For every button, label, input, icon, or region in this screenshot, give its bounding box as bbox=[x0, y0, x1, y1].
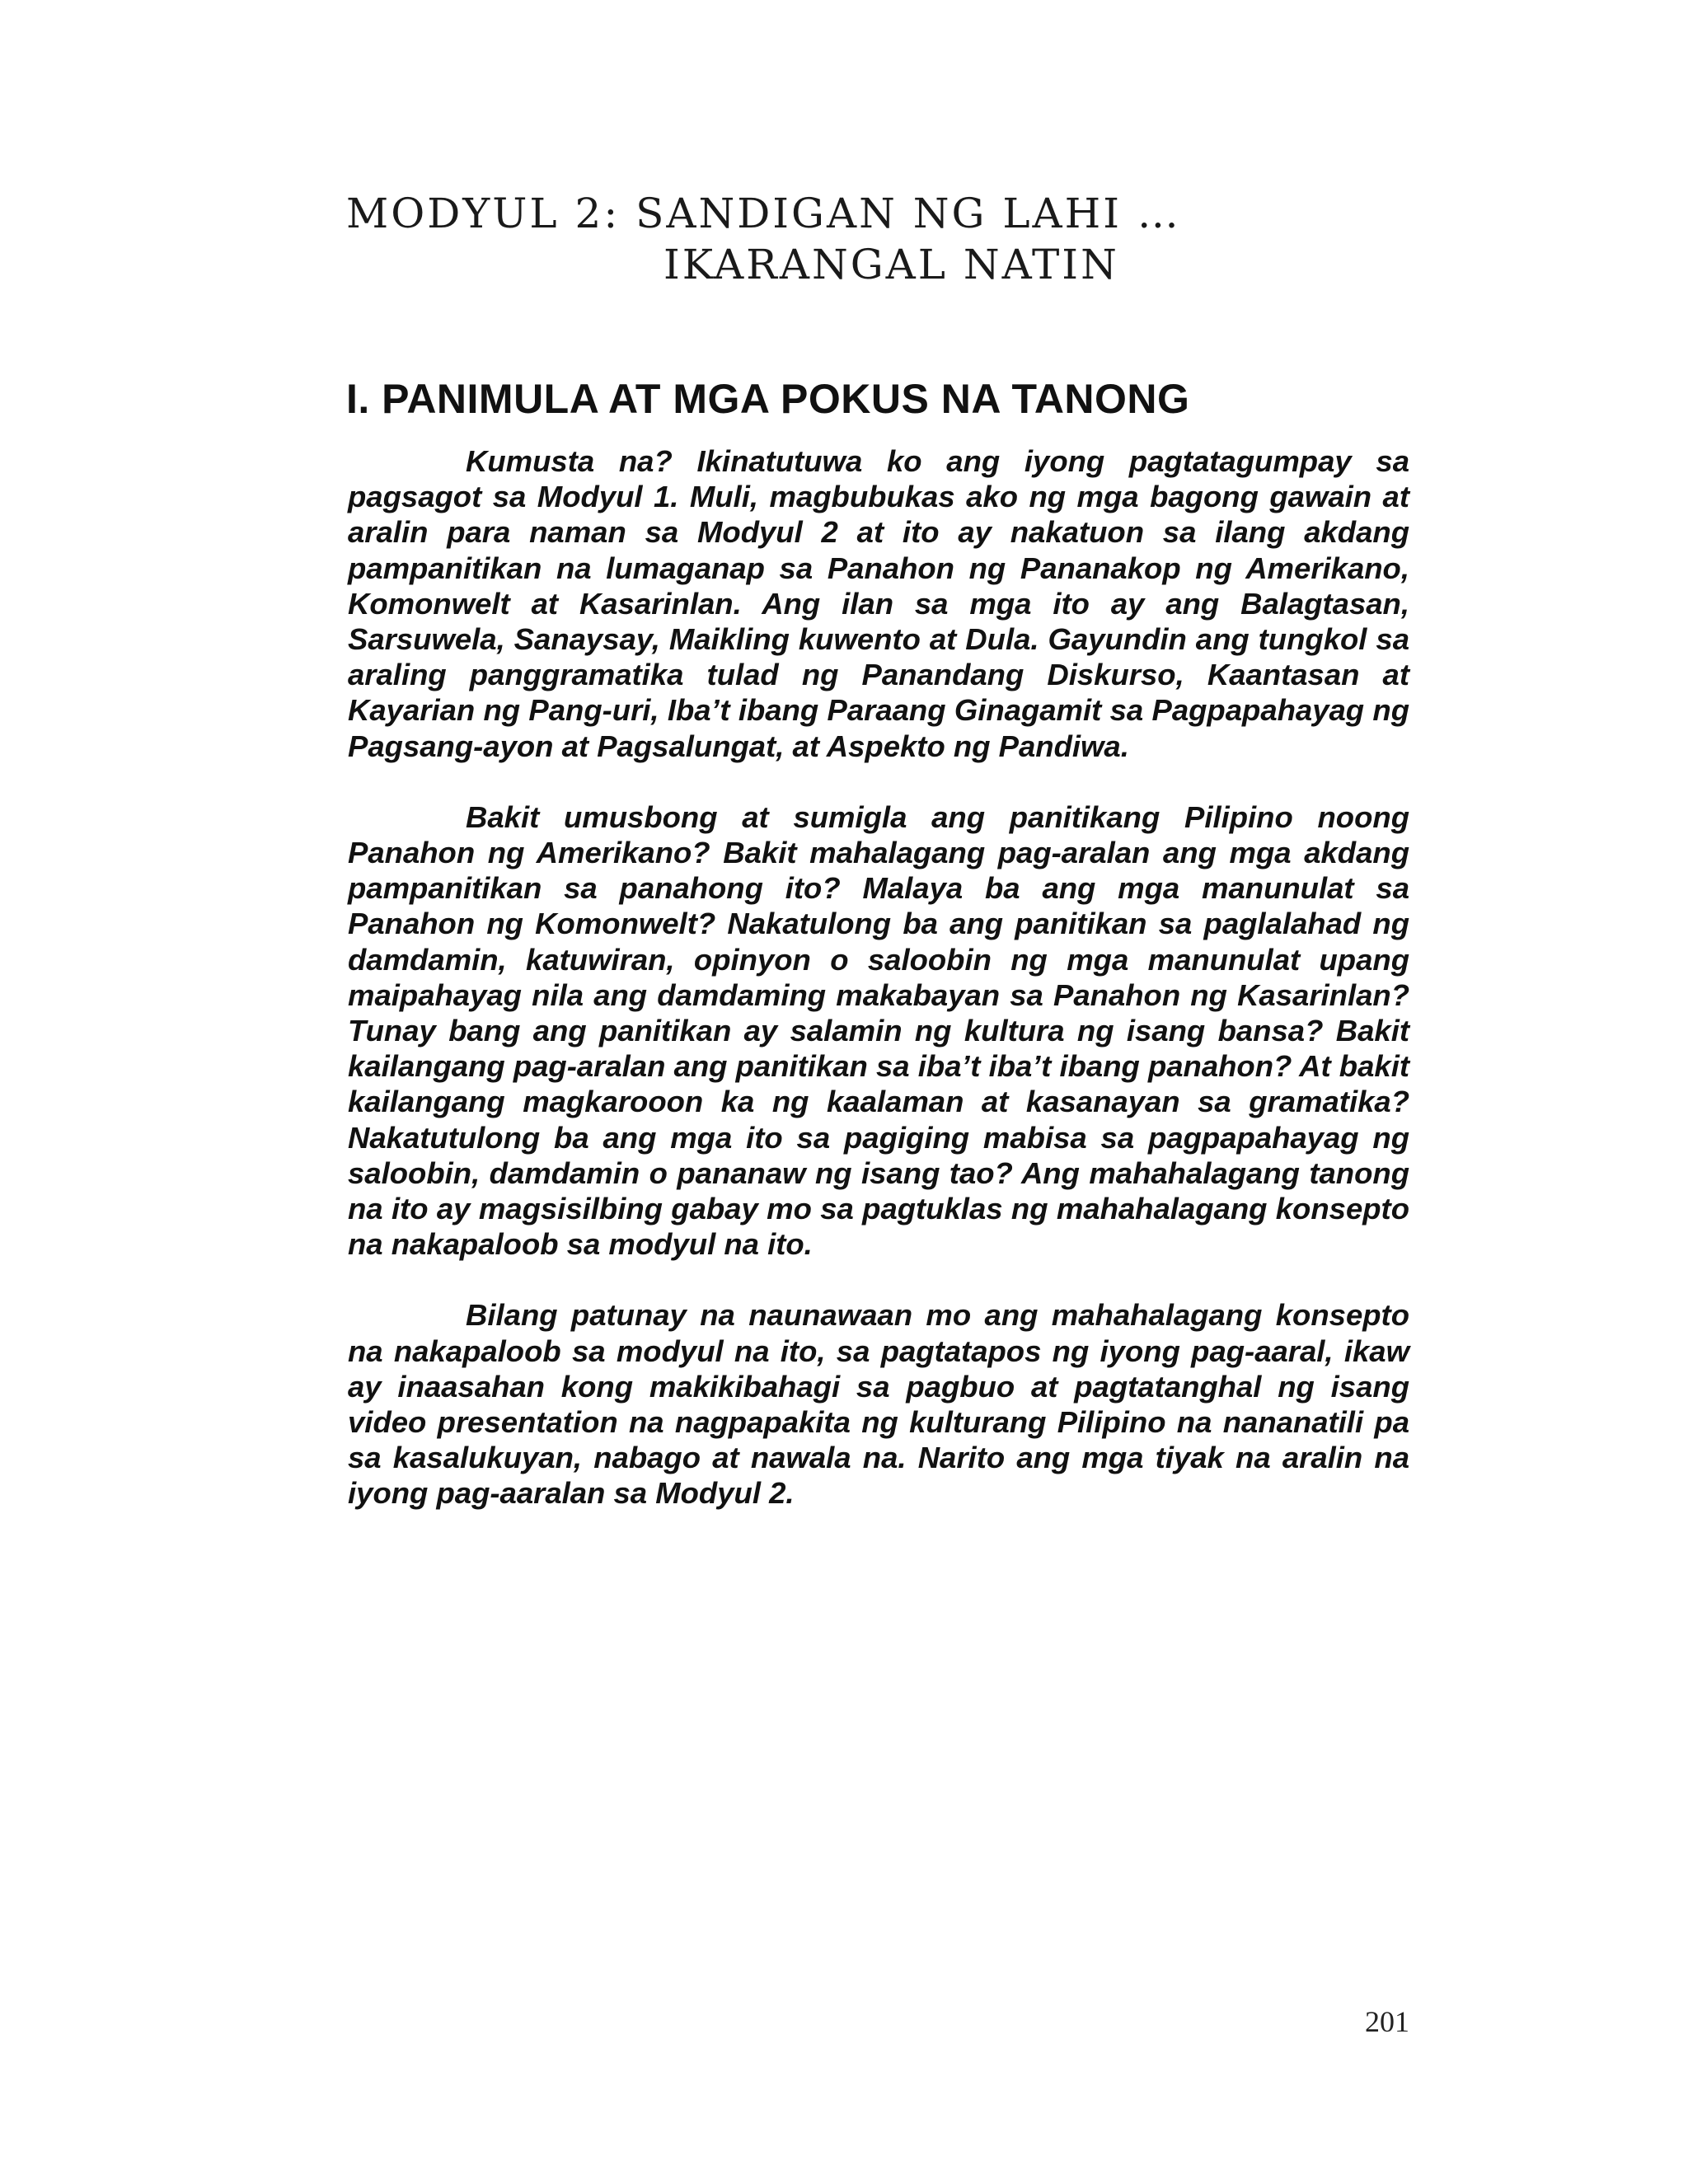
module-title-line-1 bbox=[346, 188, 1418, 239]
section-heading: I. PANIMULA AT MGA POKUS NA TANONG bbox=[346, 376, 1190, 422]
module-title bbox=[346, 188, 1418, 290]
paragraph-2: Bakit umusbong at sumigla ang panitikang Pilipino noong Panahon ng Amerikano? Bakit mahalagang pag-aralan ang mga akdang pampanitikan sa panahong ito? Malaya ba ang mga manunulat sa Panahon ng Komonwelt? Nakatulong ba ang panitikan sa paglalahad ng damdamin, katuwiran, opinyon o saloobin ng mga manunulat upang maipahayag nila ang damdaming makabayan sa Panahon ng Kasarinlan? Tunay bang ang panitikan ay salamin ng kultura ng isang bansa? Bakit kailangang pag-aralan ang panitikan sa iba’t iba’t ibang panahon? At bakit kailangang magkarooon ka ng kaalaman at kasanayan sa gramatika? Nakatutulong ba ang mga ito sa pagiging mabisa sa pagpapahayag ng saloobin, damdamin o pananaw ng isang tao? Ang mahahalagang tanong na ito ay magsisilbing gabay mo sa pagtuklas ng mahahalagang konsepto na nakapaloob sa modyul na ito. bbox=[348, 799, 1409, 1262]
paragraph-3: Bilang patunay na naunawaan mo ang mahahalagang konsepto na nakapaloob sa modyul na ito, sa pagtatapos ng iyong pag-aaral, ikaw ay inaasahan kong makikibahagi sa pagbuo at pagtatanghal ng isang video presentation na nagpapakita ng kulturang Pilipino na nananatili pa sa kasalukuyan, nabago at nawala na. Narito ang mga tiyak na aralin na iyong pag-aaralan sa Modyul 2. bbox=[348, 1298, 1409, 1511]
paragraph-1: Kumusta na? Ikinatutuwa ko ang iyong pagtatagumpay sa pagsagot sa Modyul 1. Muli, magbubukas ako ng mga bagong gawain at aralin para naman sa Modyul 2 at ito ay nakatuon sa ilang akdang pampanitikan na lumaganap sa Panahon ng Pananakop ng Amerikano, Komonwelt at Kasarinlan. Ang ilan sa mga ito ay ang Balagtasan, Sarsuwela, Sanaysay, Maikling kuwento at Dula. Gayundin ang tungkol sa araling panggramatika tulad ng Panandang Diskurso, Kaantasan at Kayarian ng Pang-uri, Iba’t ibang Paraang Ginagamit sa Pagpapahayag ng Pagsang-ayon at Pagsalungat, at Aspekto ng Pandiwa. bbox=[348, 444, 1409, 763]
module-title-line-1-rest: SANDIGAN NG LAHI … bbox=[635, 190, 1181, 237]
module-title-prefix: MODYUL 2: bbox=[346, 190, 621, 237]
body-text bbox=[348, 443, 1409, 1547]
module-title-line-2: IKARANGAL NATIN bbox=[663, 241, 1119, 288]
page-number: 201 bbox=[1365, 2005, 1409, 2038]
